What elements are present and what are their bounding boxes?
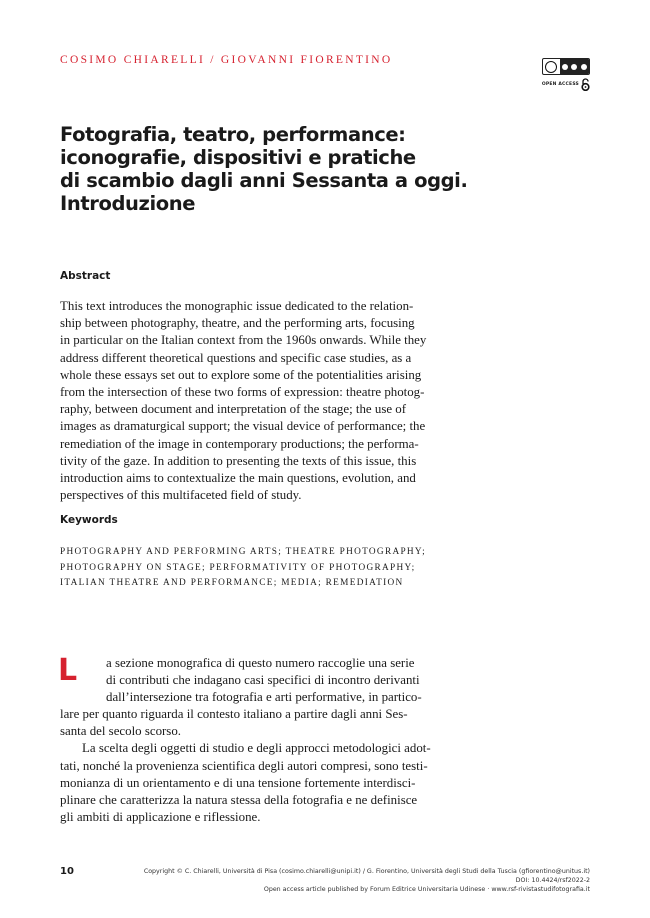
abstract-line: introduction aims to contextualize the main questions, evolution, and bbox=[60, 471, 416, 486]
abstract-line: raphy, between document and interpretation of the stage; the use of bbox=[60, 402, 407, 417]
page-number: 10 bbox=[60, 866, 74, 877]
body-line: a sezione monografica di questo numero raccoglie una serie bbox=[106, 656, 415, 670]
open-access-lock-icon bbox=[581, 78, 590, 91]
abstract-line: in particular on the Italian context from the 1960s onwards. While they bbox=[60, 333, 427, 348]
footer-copyright bbox=[144, 867, 590, 894]
abstract-line: from the intersection of these two forms of expression: theatre photog- bbox=[60, 385, 425, 400]
title-line: di scambio dagli anni Sessanta a oggi. bbox=[60, 169, 468, 192]
keywords-line: PHOTOGRAPHY ON STAGE; PERFORMATIVITY OF PHOTOGRAPHY; bbox=[60, 562, 416, 573]
footer-line: Copyright © C. Chiarelli, Università di Pisa (cosimo.chiarelli@unipi.it) / G. Fiorentino, Università degli Studi della Tuscia (gfiorentino@unitus.it) bbox=[143, 868, 590, 875]
keywords-list bbox=[60, 545, 426, 592]
title-line: Fotografia, teatro, performance: bbox=[60, 123, 406, 146]
open-access-label: OPEN ACCESS bbox=[541, 82, 579, 87]
keywords-heading: Keywords bbox=[60, 514, 118, 526]
abstract-text bbox=[60, 298, 460, 504]
footer-line: Open access article published by Forum Editrice Universitaria Udinese · www.rsf-rivistastudifotografia.it bbox=[263, 886, 590, 893]
title-line: Introduzione bbox=[60, 192, 196, 215]
body-line: monianza di un orientamento e di una tensione fortemente interdisci- bbox=[60, 775, 416, 790]
abstract-line: tivity of the gaze. In addition to presenting the texts of this issue, this bbox=[60, 453, 417, 468]
drop-cap: L bbox=[58, 653, 78, 688]
abstract-line: images as dramaturgical support; the visual device of performance; the bbox=[60, 419, 426, 434]
body-line: plinare che caratterizza la natura stessa della fotografia e ne definisce bbox=[60, 792, 418, 807]
abstract-heading: Abstract bbox=[60, 270, 111, 282]
abstract-line: whole these essays set out to explore some of the potentialities arising bbox=[60, 367, 422, 382]
body-text bbox=[60, 655, 454, 826]
abstract-line: address different theoretical questions and specific case studies, as a bbox=[60, 350, 412, 365]
body-line: gli ambiti di applicazione e riflessione. bbox=[60, 809, 261, 824]
keywords-line: PHOTOGRAPHY AND PERFORMING ARTS; THEATRE PHOTOGRAPHY; bbox=[60, 547, 426, 557]
abstract-line: This text introduces the monographic issue dedicated to the relation- bbox=[60, 299, 414, 313]
body-line: tati, nonché la provenienza scientifica degli autori compresi, sono testi- bbox=[60, 758, 428, 773]
body-line: lare per quanto riguarda il contesto italiano a partire dagli anni Ses- bbox=[60, 707, 408, 722]
body-line: dall’intersezione tra fotografia e arti performative, in partico- bbox=[106, 690, 422, 705]
body-line: santa del secolo scorso. bbox=[60, 724, 181, 739]
body-line: di contributi che indagano casi specifici di incontro derivanti bbox=[106, 673, 420, 688]
footer-line: DOI: 10.4424/rsf2022-2 bbox=[515, 877, 590, 884]
article-title bbox=[60, 123, 490, 215]
open-access-badge bbox=[540, 78, 590, 91]
title-line: iconografie, dispositivi e pratiche bbox=[60, 146, 416, 169]
license-badges bbox=[540, 58, 590, 91]
abstract-line: ship between photography, theatre, and the performing arts, focusing bbox=[60, 316, 415, 331]
body-line: La scelta degli oggetti di studio e degli approcci metodologici adot- bbox=[82, 741, 431, 756]
keywords-line: ITALIAN THEATRE AND PERFORMANCE; MEDIA; REMEDIATION bbox=[60, 578, 404, 588]
abstract-line: remediation of the image in contemporary productions; the performa- bbox=[60, 436, 419, 451]
running-header-authors: COSIMO CHIARELLI / GIOVANNI FIORENTINO bbox=[60, 54, 393, 66]
cc-by-nc-nd-license-icon[interactable] bbox=[542, 58, 590, 75]
abstract-line: perspectives of this multifaceted field of study. bbox=[60, 488, 302, 503]
